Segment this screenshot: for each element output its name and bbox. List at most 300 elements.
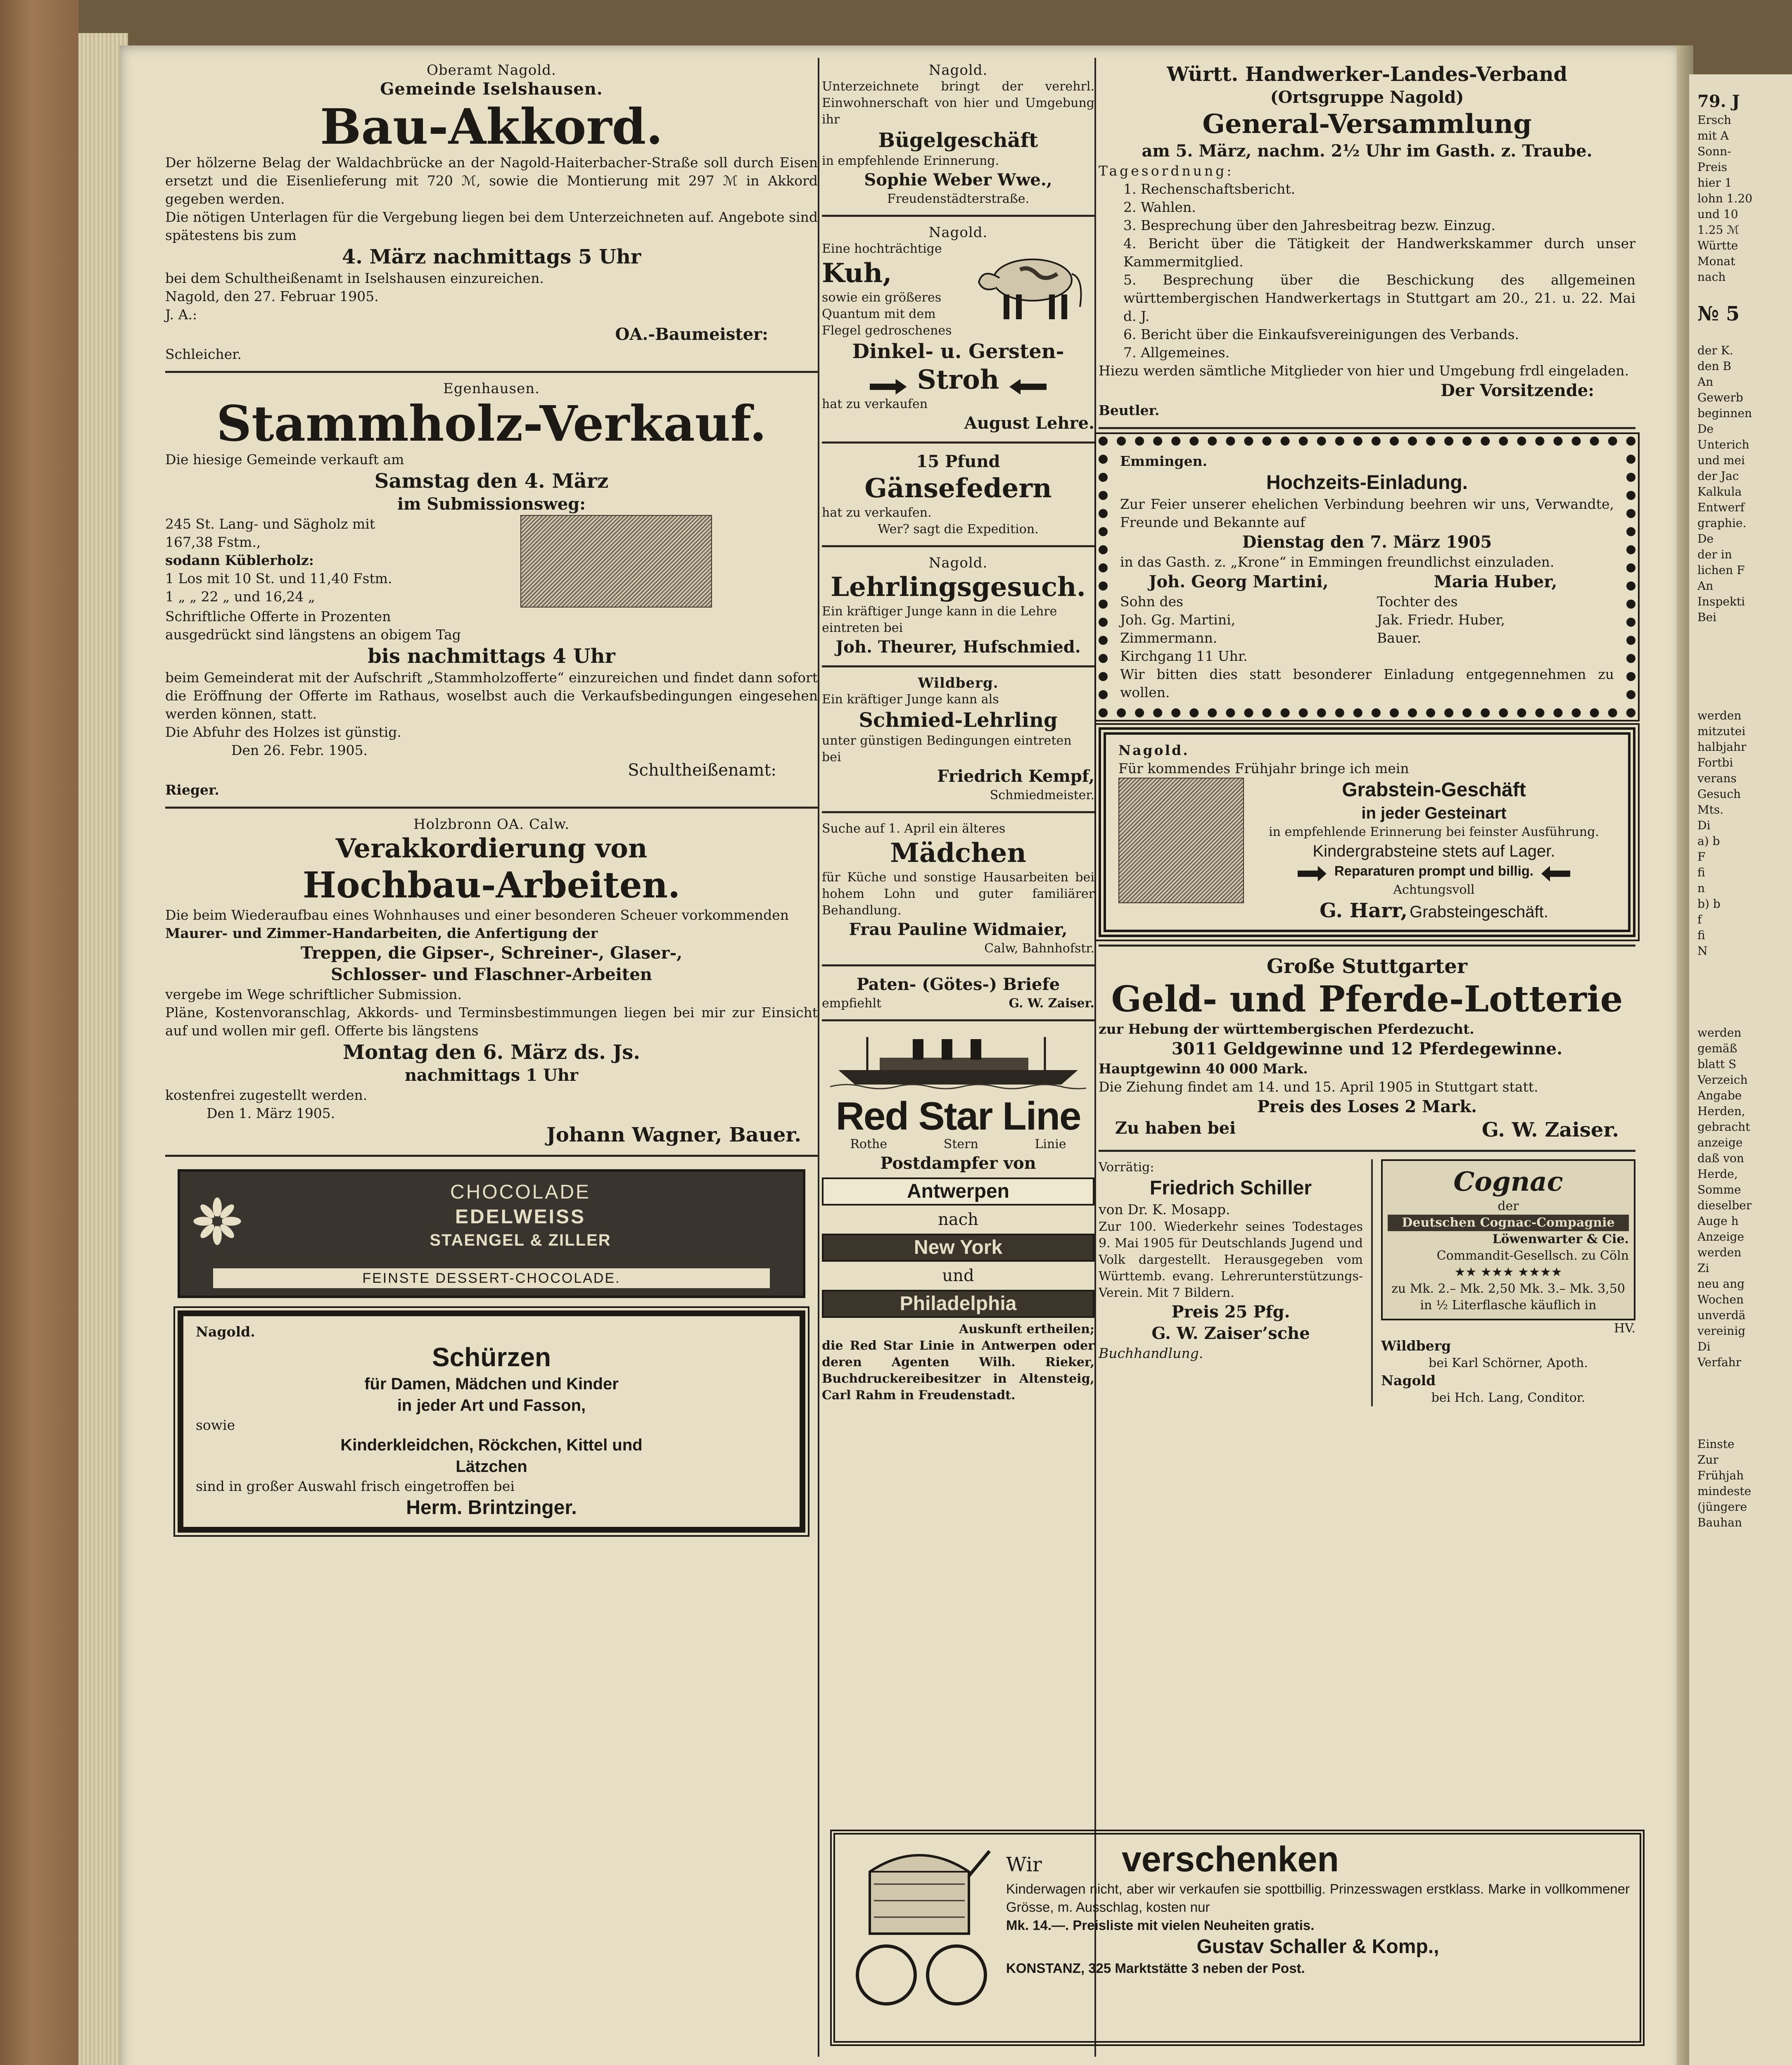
next-page-line: neu ang xyxy=(1697,1277,1745,1291)
ad-body: Unterzeichnete bringt der verehrl. Einwohnerschaft von hier und Umgebung ihr xyxy=(822,79,1094,127)
ad-line: nachmittags 1 Uhr xyxy=(404,1066,579,1085)
next-page-line: a) b xyxy=(1697,834,1720,848)
ad-lehrlingsgesuch xyxy=(822,555,1094,658)
signature: August Lehre. xyxy=(964,413,1094,433)
section-divider xyxy=(822,964,1094,966)
next-page-line: vereinig xyxy=(1697,1324,1746,1338)
next-page-line: und 10 xyxy=(1697,207,1738,221)
section-divider xyxy=(822,215,1094,217)
town: Nagold xyxy=(1381,1372,1436,1389)
place-line: Oberamt Nagold. xyxy=(427,62,556,78)
next-page-line: Herden, xyxy=(1697,1104,1745,1118)
ad-title: Grabstein-Geschäft xyxy=(1342,779,1526,801)
next-page-lines xyxy=(1689,708,1792,959)
column-1 xyxy=(165,62,818,1533)
next-page-line: mitzutei xyxy=(1697,724,1746,738)
ad-date-line: Samstag den 4. März xyxy=(374,470,609,493)
pointing-hand-icon xyxy=(1009,379,1047,395)
signature: G. W. Zaiser. xyxy=(1481,1118,1619,1142)
next-page-line: der in xyxy=(1697,548,1732,561)
next-page-line: gemäß xyxy=(1697,1042,1737,1055)
groom-name: Joh. Georg Martini, xyxy=(1149,572,1329,591)
ad-line: Ein kräftiger Junge kann als xyxy=(822,692,999,707)
next-page-line: Zi xyxy=(1697,1261,1709,1275)
place-line: Holzbronn OA. Calw. xyxy=(413,816,570,833)
adjacent-page-sliver xyxy=(1689,74,1792,2065)
ad-buegelgeschaeft xyxy=(822,62,1094,207)
ad-line: 1 Los mit 10 St. und 11,40 Fstm. xyxy=(165,570,392,586)
cow-illustration xyxy=(975,241,1094,323)
maker-line: Commandit-Gesellsch. zu Cöln xyxy=(1436,1248,1629,1263)
signature-role: Schmiedmeister. xyxy=(990,788,1094,802)
ad-line: Hauptgewinn 40 000 Mark. xyxy=(1099,1060,1308,1077)
ad-gaensefedern xyxy=(822,451,1094,538)
brand-line: CHOCOLADE xyxy=(450,1181,591,1203)
brand-line: STAENGEL & ZILLER xyxy=(430,1231,611,1249)
next-page-line: dieselber xyxy=(1697,1199,1752,1212)
pram-illustration xyxy=(845,1839,994,2020)
brand-line: Line xyxy=(1002,1094,1081,1138)
edelweiss-icon xyxy=(192,1196,242,1246)
brand-sub: der xyxy=(1498,1199,1519,1213)
ad-line: Zu haben bei xyxy=(1115,1118,1236,1138)
next-page-line: mit A xyxy=(1697,129,1729,142)
signature: Sophie Weber Wwe., xyxy=(864,170,1052,190)
ad-line: Wir xyxy=(1006,1853,1042,1876)
brand-title: Cognac xyxy=(1453,1166,1563,1197)
brand-strip: FEINSTE DESSERT-CHOCOLADE. xyxy=(213,1268,770,1288)
place-line: Nagold. xyxy=(1118,742,1189,758)
ad-title: Dinkel- u. Gersten- xyxy=(852,340,1064,363)
signature: OA.-Baumeister: xyxy=(615,325,768,344)
address: KONSTANZ, 325 Marktstätte 3 neben der Post. xyxy=(1006,1961,1305,1976)
next-page-line: und mei xyxy=(1697,453,1745,467)
next-page-line: Bauhan xyxy=(1697,1516,1742,1529)
next-page-line: De xyxy=(1697,422,1714,436)
next-page-line: b) b xyxy=(1697,897,1721,911)
ad-line: hat zu verkaufen xyxy=(822,397,928,411)
ad-schiller xyxy=(1099,1159,1373,1406)
ad-line: und xyxy=(942,1266,974,1285)
ad-line: Vorrätig: xyxy=(1099,1160,1154,1175)
ad-line: von Dr. K. Mosapp. xyxy=(1099,1201,1230,1218)
ad-lotterie xyxy=(1099,954,1635,1142)
next-page-line: Di xyxy=(1697,1340,1711,1353)
hv-mark: HV. xyxy=(1614,1321,1635,1336)
next-page-line: Ersch xyxy=(1697,113,1731,127)
ad-line: Wer? sagt die Expedition. xyxy=(878,522,1039,536)
place-line: Wildberg. xyxy=(918,675,999,691)
ad-line: Treppen, die Gipser-, Schreiner-, Glaser-, xyxy=(300,943,682,963)
groom-line: Sohn des xyxy=(1120,593,1184,610)
ad-body: bei dem Schultheißenamt in Iselshausen einzureichen. xyxy=(165,270,544,286)
ad-body: unter günstigen Bedingungen eintreten bei xyxy=(822,733,1072,764)
signature: Joh. Theurer, Hufschmied. xyxy=(835,637,1081,657)
next-page-line: Inspekti xyxy=(1697,595,1745,608)
ad-line: Schriftliche Offerte in Prozenten xyxy=(165,608,391,624)
signature: Schleicher. xyxy=(165,346,242,362)
place-line: Egenhausen. xyxy=(443,380,540,397)
ad-title: Große Stuttgarter xyxy=(1266,954,1468,978)
ad-title: Mädchen xyxy=(890,838,1026,869)
next-page-line: der K. xyxy=(1697,344,1733,357)
ad-maedchen xyxy=(822,821,1094,957)
signature-role: Grabsteingeschäft. xyxy=(1410,902,1548,921)
ad-line: Schlosser- und Flaschner-Arbeiten xyxy=(331,965,652,984)
next-page-line: werden xyxy=(1697,709,1742,722)
ad-line: ausgedrückt sind längstens an obigem Tag xyxy=(165,627,461,643)
ad-body: Pläne, Kostenvoranschlag, Akkords- und Terminsbestimmungen liegen bei mir zur Einsicht auf und wollen mir gefl. Offerte bis längstens xyxy=(165,1004,818,1039)
brand-sub: Linie xyxy=(1035,1137,1066,1151)
gravestone-willow-illustration xyxy=(1118,778,1244,903)
signature: Frau Pauline Widmaier, xyxy=(849,920,1068,939)
price: Preis 25 Pfg. xyxy=(1171,1302,1290,1322)
ad-line: sowie xyxy=(196,1417,235,1433)
ad-body: Die hiesige Gemeinde verkauft am xyxy=(165,451,404,468)
ad-line: hat zu verkaufen. xyxy=(822,506,932,520)
price: Mk. 14.—. Preisliste mit vielen Neuheiten gratis. xyxy=(1006,1918,1315,1933)
section-divider xyxy=(165,807,818,809)
ad-subtitle: (Ortsgruppe Nagold) xyxy=(1270,88,1464,107)
ad-line: Für kommendes Frühjahr bringe ich mein xyxy=(1118,760,1409,776)
address: Freudenstädterstraße. xyxy=(887,192,1030,206)
next-page-line: Württe xyxy=(1697,239,1738,252)
ad-stammholz xyxy=(165,380,818,799)
signature: Gustav Schaller & Komp., xyxy=(1196,1936,1439,1958)
ad-schuerzen xyxy=(178,1310,805,1533)
ad-body: für Küche und sonstige Hausarbeiten bei hohem Lohn und guter familiärer Behandlung. xyxy=(822,870,1094,918)
ad-body: in das Gasth. z. „Krone“ in Emmingen freundlichst einzuladen. xyxy=(1120,554,1555,570)
signature: Der Vorsitzende: xyxy=(1441,381,1594,400)
agenda-heading: Tagesordnung: xyxy=(1099,163,1234,179)
stars-icon: ★★ ★★★ ★★★★ xyxy=(1454,1265,1562,1279)
ad-line: sind in großer Auswahl frisch eingetroffen bei xyxy=(196,1478,515,1494)
section-divider xyxy=(822,665,1094,667)
signature: Schultheißenamt: xyxy=(628,761,776,780)
ad-body: Kinderwagen nicht, aber wir verkaufen sie spottbillig. Prinzesswagen erstklass. Marke in vollkommener Grösse, m. Ausschlag, kosten nur xyxy=(1006,1881,1630,1915)
ad-hochzeit xyxy=(1099,437,1635,717)
next-page-line: fi xyxy=(1697,928,1705,942)
next-page-line: gebracht xyxy=(1697,1120,1750,1134)
ad-date-line: am 5. März, nachm. 2½ Uhr im Gasth. z. Traube. xyxy=(1142,141,1593,161)
next-page-line: verans xyxy=(1697,771,1737,785)
pointing-hand-icon xyxy=(1541,866,1570,882)
ad-line: in empfehlende Erinnerung bei feinster Ausführung. xyxy=(1269,825,1599,839)
next-page-line: werden xyxy=(1697,1026,1742,1040)
ad-title: Lehrlingsgesuch. xyxy=(831,572,1086,603)
next-page-line: Monat xyxy=(1697,254,1735,268)
bride-name: Maria Huber, xyxy=(1434,572,1557,591)
ad-line: Wir bitten dies statt besonderer Einladung entgegennehmen zu wollen. xyxy=(1120,666,1614,700)
place-line: Emmingen. xyxy=(1120,453,1208,469)
ad-line: Kindergrabsteine stets auf Lager. xyxy=(1313,842,1555,860)
ad-line: 245 St. Lang- und Sägholz mit xyxy=(165,516,375,532)
brand-red: Red xyxy=(835,1094,908,1138)
next-page-lines xyxy=(1689,343,1792,625)
signature: J. A.: xyxy=(165,306,197,323)
deadline: 4. März nachmittags 5 Uhr xyxy=(342,245,641,268)
next-page-lines xyxy=(1689,1025,1792,1370)
next-page-line: fi xyxy=(1697,866,1705,879)
book-binding xyxy=(0,0,78,2065)
ad-title: verschenken xyxy=(1122,1840,1339,1879)
ad-line: Maurer- und Zimmer-Handarbeiten, die Anfertigung der xyxy=(165,925,598,941)
next-page-line: Auge h xyxy=(1697,1214,1739,1228)
date-line: Nagold, den 27. Februar 1905. xyxy=(165,288,379,304)
ad-title: Hochzeits-Einladung. xyxy=(1266,472,1468,494)
ad-body: Zur Feier unserer ehelichen Verbindung beehren wir uns, Verwandte, Freunde und Bekannte auf xyxy=(1120,496,1614,530)
next-page-line: Preis xyxy=(1697,160,1728,174)
ad-line: 3011 Geldgewinne und 12 Pferdegewinne. xyxy=(1171,1039,1563,1059)
deadline: Montag den 6. März ds. Js. xyxy=(342,1041,641,1064)
ad-line: empfiehlt xyxy=(822,996,882,1011)
column-rule-1 xyxy=(818,58,819,2057)
section-divider xyxy=(822,545,1094,547)
ad-title: Schmied-Lehrling xyxy=(859,709,1058,732)
date-line: Den 1. März 1905. xyxy=(206,1105,335,1121)
ad-line: Kinderkleidchen, Röckchen, Kittel und xyxy=(340,1436,643,1454)
town: Wildberg xyxy=(1381,1337,1451,1354)
next-page-line: De xyxy=(1697,532,1714,546)
next-page-line: Somme xyxy=(1697,1183,1741,1196)
next-page-line: beginnen xyxy=(1697,406,1752,420)
section-divider xyxy=(822,441,1094,444)
ad-subline: im Submissionsweg: xyxy=(397,494,586,514)
ad-red-star-line xyxy=(822,1029,1094,1404)
next-page-line: Verzeich xyxy=(1697,1073,1748,1087)
ad-hochbau xyxy=(165,816,818,1147)
place-line: Nagold. xyxy=(928,62,988,78)
ad-line: Suche auf 1. April ein älteres xyxy=(822,821,1006,836)
next-page-line: mindeste xyxy=(1697,1484,1752,1498)
ad-body: Ein kräftiger Junge kann in die Lehre eintreten bei xyxy=(822,604,1057,635)
next-page-lines xyxy=(1689,112,1792,285)
next-page-line: der Jac xyxy=(1697,469,1739,483)
ad-kinderwagen xyxy=(830,1830,1645,2046)
agenda-item: 7. Allgemeines. xyxy=(1123,344,1230,361)
maker-line: Löwenwarter & Cie. xyxy=(1492,1232,1629,1246)
next-page-line: Einste xyxy=(1697,1437,1735,1451)
section-divider xyxy=(165,371,818,373)
ad-title: Geld- und Pferde-Lotterie xyxy=(1111,978,1623,1020)
ad-title: Gänsefedern xyxy=(864,473,1052,504)
next-page-line: Bei xyxy=(1697,610,1717,624)
signature: G. Harr, xyxy=(1320,899,1408,922)
ad-body: beim Gemeinderat mit der Aufschrift „Stammholzofferte“ einzureichen und findet dann sofort die Eröffnung der Offerte im Rathaus, woselbst auch die Verkaufsbedingungen eingesehen werden können, statt. xyxy=(165,669,818,722)
ad-body: die Red Star Linie in Antwerpen oder deren Agenten Wilh. Rieker, Buchdruckereibesitzer in Altensteig, Carl Rahm in Freudenstadt. xyxy=(822,1339,1094,1403)
ad-line: 1 „ „ 22 „ und 16,24 „ xyxy=(165,589,315,605)
next-page-line: Kalkula xyxy=(1697,485,1742,498)
next-page-line: den B xyxy=(1697,359,1732,373)
next-page-header: 79. J xyxy=(1697,92,1740,111)
groom-line: Joh. Gg. Martini, xyxy=(1120,612,1236,628)
ad-cognac xyxy=(1373,1159,1635,1406)
ad-body: Die beim Wiederaufbau eines Wohnhauses und einer besonderen Scheuer vorkommenden xyxy=(165,907,789,923)
next-page-line: Di xyxy=(1697,819,1711,832)
steamship-illustration xyxy=(830,1033,1086,1091)
next-page-line: Herde, xyxy=(1697,1167,1738,1181)
agenda-item: 6. Bericht über die Einkaufsvereinigungen des Verbands. xyxy=(1123,326,1519,342)
signature: G. W. Zaiser’sche xyxy=(1151,1323,1310,1343)
ad-chocolade xyxy=(178,1169,805,1298)
signature: Herm. Brintzinger. xyxy=(406,1497,577,1519)
place-line: Nagold. xyxy=(928,224,988,241)
ad-title: Bau-Akkord. xyxy=(320,98,663,155)
next-page-line: Mts. xyxy=(1697,803,1724,817)
ad-line: für Damen, Mädchen und Kinder xyxy=(364,1375,619,1393)
date-line: Den 26. Febr. 1905. xyxy=(231,742,368,758)
next-page-line: Gesuch xyxy=(1697,787,1741,801)
next-page-line: nach xyxy=(1697,270,1726,284)
section-divider xyxy=(1099,945,1635,947)
ad-line: in empfehlende Erinnerung. xyxy=(822,154,999,168)
next-page-line: Verfahr xyxy=(1697,1355,1742,1369)
ad-line: zur Hebung der württembergischen Pferdezucht. xyxy=(1099,1021,1474,1037)
ad-bau-akkord xyxy=(165,62,818,363)
ad-line: kostenfrei zugestellt werden. xyxy=(165,1087,368,1103)
ad-line: nach xyxy=(938,1210,978,1229)
ad-body: Der hölzerne Belag der Waldachbrücke an der Nagold-Haiterbacher-Straße soll durch Eisen ersetzt und die Eisenlieferung mit 720 ℳ, sowie die Montierung mit 297 ℳ in Akkord gegeben werden. xyxy=(165,154,818,207)
section-divider xyxy=(822,811,1094,813)
ad-line: Kirchgang 11 Uhr. xyxy=(1120,648,1248,664)
dealer: bei Karl Schörner, Apoth. xyxy=(1429,1355,1588,1370)
ad-grabstein xyxy=(1099,727,1635,937)
ad-schmied-lehrling xyxy=(822,675,1094,804)
ad-line: Achtungsvoll xyxy=(1393,882,1475,897)
ad-title: Stammholz-Verkauf. xyxy=(216,395,767,452)
next-page-line: 1.25 ℳ xyxy=(1697,223,1740,237)
ad-line: in jeder Gesteinart xyxy=(1361,804,1507,822)
next-page-line: hier 1 xyxy=(1697,176,1732,190)
section-divider xyxy=(1099,427,1635,429)
next-page-line: werden xyxy=(1697,1246,1742,1259)
ad-title: Bügelgeschäft xyxy=(878,129,1038,152)
brand-line: EDELWEISS xyxy=(455,1206,586,1228)
ad-title: Stroh xyxy=(917,364,999,395)
pointing-hand-icon xyxy=(870,379,907,395)
groom-line: Zimmermann. xyxy=(1120,630,1218,646)
city-banner: Antwerpen xyxy=(822,1177,1094,1206)
next-page-line: Wochen xyxy=(1697,1293,1744,1306)
place-line: Gemeinde Iselshausen. xyxy=(380,79,603,99)
section-divider xyxy=(822,1019,1094,1021)
next-page-line: daß von xyxy=(1697,1151,1744,1165)
section-divider xyxy=(165,1155,818,1157)
ad-line: Postdampfer von xyxy=(880,1154,1036,1173)
ad-body: Zur 100. Wiederkehr seines Todestages 9. Mai 1905 für Deutschlands Jugend und Volk dargestellt. Herausgegeben vom Württemb. evang. Lehrerunterstützungs-Verein. Mit 7 Bildern. xyxy=(1099,1219,1363,1300)
next-page-line: Fortbi xyxy=(1697,756,1733,769)
next-page-line: Anzeige xyxy=(1697,1230,1745,1244)
price-line: zu Mk. 2.– Mk. 2,50 Mk. 3.– Mk. 3,50 xyxy=(1391,1281,1625,1296)
city-banner: Philadelphia xyxy=(822,1290,1094,1318)
next-page-line: Unterich xyxy=(1697,438,1749,451)
ad-line: Preis des Loses 2 Mark. xyxy=(1257,1097,1477,1116)
deadline: bis nachmittags 4 Uhr xyxy=(368,645,615,668)
ad-line: sodann Küblerholz: xyxy=(165,552,314,568)
next-page-line: lohn 1.20 xyxy=(1697,192,1753,205)
next-page-line: N xyxy=(1697,944,1708,958)
signature: Friedrich Kempf, xyxy=(937,767,1094,786)
next-page-line: n xyxy=(1697,881,1705,895)
agenda-item: 3. Besprechung über den Jahresbeitrag bezw. Einzug. xyxy=(1123,217,1495,233)
signature: G. W. Zaiser. xyxy=(1009,996,1094,1011)
pointing-hand-icon xyxy=(1298,866,1327,882)
column-rule-2 xyxy=(1094,58,1096,2057)
agenda-item: 2. Wahlen. xyxy=(1123,199,1196,215)
ad-title: Hochbau-Arbeiten. xyxy=(302,864,681,906)
next-page-line: unverdä xyxy=(1697,1308,1746,1322)
next-page-line: halbjahr xyxy=(1697,740,1747,754)
brand-sub: Stern xyxy=(943,1137,978,1151)
agenda-item: 5. Besprechung über die Beschickung des allgemeinen württembergischen Handwerkertags in Stuttgart am 20., 21. u. 22. Mai d. J. xyxy=(1123,272,1635,324)
woodcutters-illustration xyxy=(520,515,712,608)
next-page-line: Entwerf xyxy=(1697,501,1745,514)
ad-line: in jeder Art und Fasson, xyxy=(397,1396,586,1415)
ad-line: Die Abfuhr des Holzes ist günstig. xyxy=(165,724,401,740)
section-divider xyxy=(1099,1150,1635,1152)
next-page-line: An xyxy=(1697,579,1714,593)
next-page-line: F xyxy=(1697,850,1706,864)
next-page-line: blatt S xyxy=(1697,1057,1737,1071)
column-3 xyxy=(1099,62,1635,1406)
next-page-line: lichen F xyxy=(1697,563,1745,577)
column-2 xyxy=(822,62,1094,1404)
ad-handwerker-verband xyxy=(1099,62,1635,420)
bride-line: Tochter des xyxy=(1377,593,1458,610)
address: Calw, Bahnhofstr. xyxy=(984,941,1094,956)
signature: Beutler. xyxy=(1099,402,1160,418)
next-page-line: graphie. xyxy=(1697,516,1747,530)
place-line: Nagold. xyxy=(928,555,988,571)
ad-line: 167,38 Fstm., xyxy=(165,534,261,550)
next-page-line: Frühjah xyxy=(1697,1469,1744,1482)
bride-line: Bauer. xyxy=(1377,630,1422,646)
ad-title: Verakkordierung von xyxy=(335,833,648,864)
ad-title: Paten- (Götes-) Briefe xyxy=(856,975,1060,994)
ad-line: Lätzchen xyxy=(456,1457,527,1476)
ad-body: Hiezu werden sämtliche Mitglieder von hier und Umgebung frdl eingeladen. xyxy=(1099,363,1629,379)
ad-title: Württ. Handwerker-Landes-Verband xyxy=(1166,63,1568,86)
next-page-line: Sonn- xyxy=(1697,145,1731,158)
next-page-line: anzeige xyxy=(1697,1136,1743,1149)
next-page-line: Zur xyxy=(1697,1453,1718,1467)
agenda-item: 4. Bericht über die Tätigkeit der Handwerkskammer durch unser Kammermitglied. xyxy=(1123,235,1635,270)
ad-patenbriefe xyxy=(822,974,1094,1012)
signature: Rieger. xyxy=(165,782,219,798)
ad-title: Kuh, xyxy=(822,258,892,289)
next-page-number: № 5 xyxy=(1697,302,1740,325)
signature-role: Buchhandlung. xyxy=(1099,1345,1203,1361)
next-page-line: f xyxy=(1697,913,1702,926)
next-page-line: (jüngere xyxy=(1697,1500,1747,1514)
dealer: bei Hch. Lang, Conditor. xyxy=(1431,1390,1586,1405)
city-banner: New York xyxy=(822,1234,1094,1262)
ad-line: Reparaturen prompt und billig. xyxy=(1334,863,1534,878)
ad-line: 15 Pfund xyxy=(916,452,1000,471)
brand-sub: Rothe xyxy=(850,1137,888,1151)
signature: Johann Wagner, Bauer. xyxy=(546,1123,801,1146)
ad-line: Auskunft ertheilen; xyxy=(959,1322,1094,1336)
ad-date-line: Dienstag den 7. März 1905 xyxy=(1242,532,1492,552)
ad-title: General-Versammlung xyxy=(1202,109,1532,140)
brand-star: Star xyxy=(918,1094,992,1138)
brand-ribbon: Deutschen Cognac-Compagnie xyxy=(1388,1215,1629,1231)
ad-title: Friedrich Schiller xyxy=(1149,1177,1312,1199)
ad-kuh xyxy=(822,224,1094,434)
ad-line: Eine hochträchtige xyxy=(822,242,942,256)
agenda-item: 1. Rechenschaftsbericht. xyxy=(1123,181,1296,197)
next-page-line: Gewerb xyxy=(1697,391,1743,404)
